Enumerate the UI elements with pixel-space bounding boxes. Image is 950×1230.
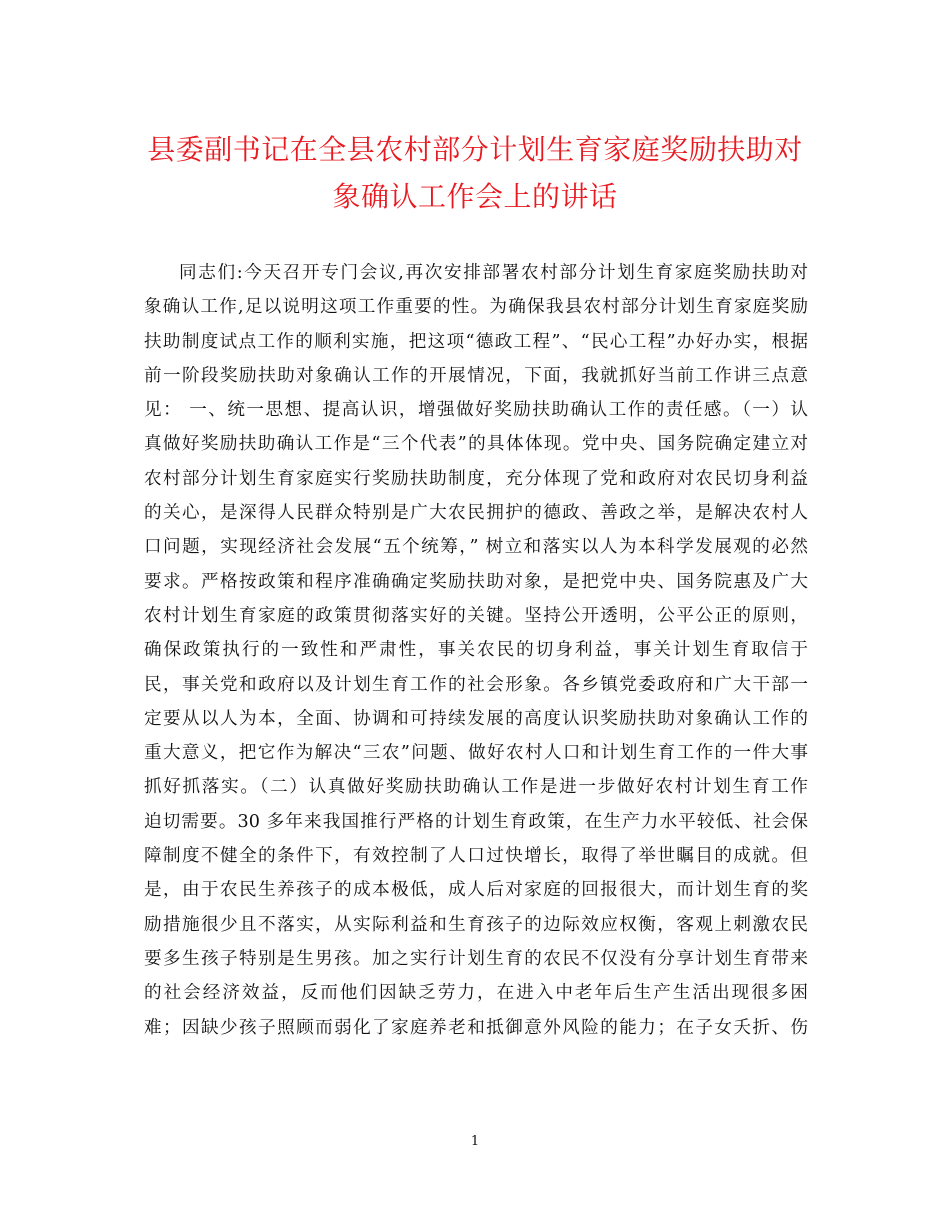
title-line: 象确认工作会上的讲话 [332,180,618,213]
body-line: 农村计划生育家庭的政策贯彻落实好的关键。坚持公开透明，公平公正的原则， [144,605,808,626]
body-line: 要多生孩子特别是生男孩。加之实行计划生育的农民不仅没有分享计划生育带来 [144,948,808,969]
body-line: 同志们:今天召开专门会议,再次安排部署农村部分计划生育家庭奖励扶助对 [179,263,808,283]
body-line: 的社会经济效益，反而他们因缺乏劳力，在进入中老年后生产生活出现很多困 [144,983,808,1004]
body-line: 扶助制度试点工作的顺利实施，把这项“德政工程”、“民心工程”办好办实，根据 [144,331,808,352]
body-line: 抓好抓落实。（二）认真做好奖励扶助确认工作是进一步做好农村计划生育工作 [144,777,808,798]
body-line: 确保政策执行的一致性和严肃性，事关农民的切身利益，事关计划生育取信于 [144,640,808,661]
body-line: 民，事关党和政府以及计划生育工作的社会形象。各乡镇党委政府和广大干部一 [144,674,808,695]
body-text [144,256,808,1045]
body-line: 难；因缺少孩子照顾而弱化了家庭养老和抵御意外风险的能力；在子女夭折、伤 [144,1017,808,1038]
body-line: 励措施很少且不落实，从实际利益和生育孩子的边际效应权衡，客观上刺激农民 [144,914,808,935]
body-line: 重大意义，把它作为解决“三农”问题、做好农村人口和计划生育工作的一件大事 [144,743,808,764]
page-number: 1 [470,1134,480,1149]
title-line: 县委副书记在全县农村部分计划生育家庭奖励扶助对 [147,133,803,166]
body-line: 的关心，是深得人民群众特别是广大农民拥护的德政、善政之举，是解决农村人 [144,503,808,524]
body-line: 真做好奖励扶助确认工作是“三个代表”的具体体现。党中央、国务院确定建立对 [144,434,808,455]
body-line: 要求。严格按政策和程序准确确定奖励扶助对象，是把党中央、国务院惠及广大 [144,571,808,592]
document-title [120,126,830,220]
body-line: 口问题，实现经济社会发展“五个统筹，” 树立和落实以人为本科学发展观的必然 [144,537,808,558]
body-line: 见： 一、统一思想、提高认识，增强做好奖励扶助确认工作的责任感。（一）认 [144,400,808,421]
body-line: 障制度不健全的条件下，有效控制了人口过快增长，取得了举世瞩目的成就。但 [144,846,808,867]
body-line: 定要从以人为本，全面、协调和可持续发展的高度认识奖励扶助对象确认工作的 [144,708,808,729]
body-line: 前一阶段奖励扶助对象确认工作的开展情况，下面，我就抓好当前工作讲三点意 [144,365,808,386]
body-line: 迫切需要。30 多年来我国推行严格的计划生育政策，在生产力水平较低、社会保 [144,811,808,832]
body-line: 象确认工作,足以说明这项工作重要的性。为确保我县农村部分计划生育家庭奖励 [144,297,808,318]
body-line: 农村部分计划生育家庭实行奖励扶助制度，充分体现了党和政府对农民切身利益 [144,468,808,489]
body-line: 是，由于农民生养孩子的成本极低，成人后对家庭的回报很大，而计划生育的奖 [144,880,808,901]
